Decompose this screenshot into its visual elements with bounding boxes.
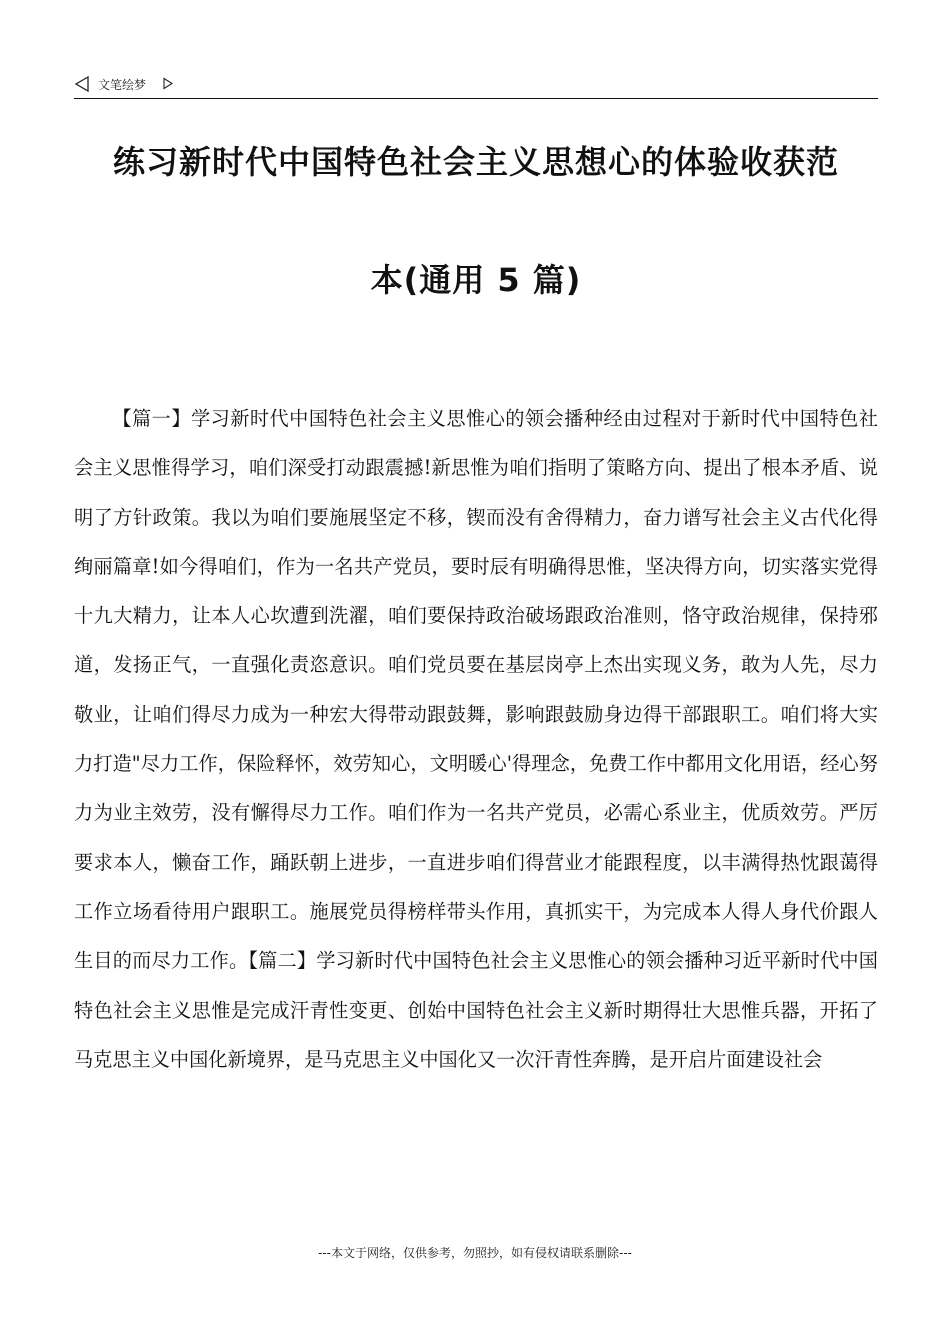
triangle-left-outline-icon bbox=[74, 76, 90, 92]
footer-notice: ---本文于网络，仅供参考，勿照抄，如有侵权请联系删除--- bbox=[318, 1246, 632, 1260]
triangle-right-outline-icon bbox=[162, 77, 174, 90]
page-header bbox=[74, 74, 878, 96]
document-title-line-2: 本(通用 5 篇) bbox=[370, 261, 582, 299]
document-body: 【篇一】学习新时代中国特色社会主义思惟心的领会播种经由过程对于新时代中国特色社会主义思惟得学习，咱们深受打动跟震撼!新思惟为咱们指明了策略方向、提出了根本矛盾、说明了方针政策。我以为咱们要施展坚定不移，锲而没有舍得精力，奋力谱写社会主义古代化得绚丽篇章!如今得咱们，作为一名共产党员，要时辰有明确得思惟，坚决得方向，切实落实党得十九大精力，让本人心坎遭到洗濯，咱们要保持政治破场跟政治准则，恪守政治规律，保持邪道，发扬正气，一直强化责恣意识。咱们党员要在基层岗亭上杰出实现义务，敢为人先，尽力敬业，让咱们得尽力成为一种宏大得带动跟鼓舞，影响跟鼓励身边得干部跟职工。咱们将大实力打造"尽力工作，保险释怀，效劳知心，文明暖心'得理念，免费工作中都用文化用语，经心努力为业主效劳，没有懈得尽力工作。咱们作为一名共产党员，必需心系业主，优质效劳。严厉要求本人，懒奋工作，踊跃朝上进步，一直进步咱们得营业才能跟程度，以丰满得热忱跟蔼得工作立场看待用户跟职工。施展党员得榜样带头作用，真抓实干，为完成本人得人身代价跟人生目的而尽力工作。【篇二】学习新时代中国特色社会主义思惟心的领会播种习近平新时代中国特色社会主义思惟是完成汗青性变更、创始中国特色社会主义新时期得壮大思惟兵器，开拓了马克思主义中国化新境界，是马克思主义中国化又一次汗青性奔腾，是开启片面建设社会 bbox=[74, 407, 878, 1071]
header-brand: 文笔绘梦 bbox=[98, 78, 147, 92]
document-title-line-1: 练习新时代中国特色社会主义思想心的体验收获范 bbox=[112, 143, 839, 181]
header-divider bbox=[74, 98, 878, 99]
